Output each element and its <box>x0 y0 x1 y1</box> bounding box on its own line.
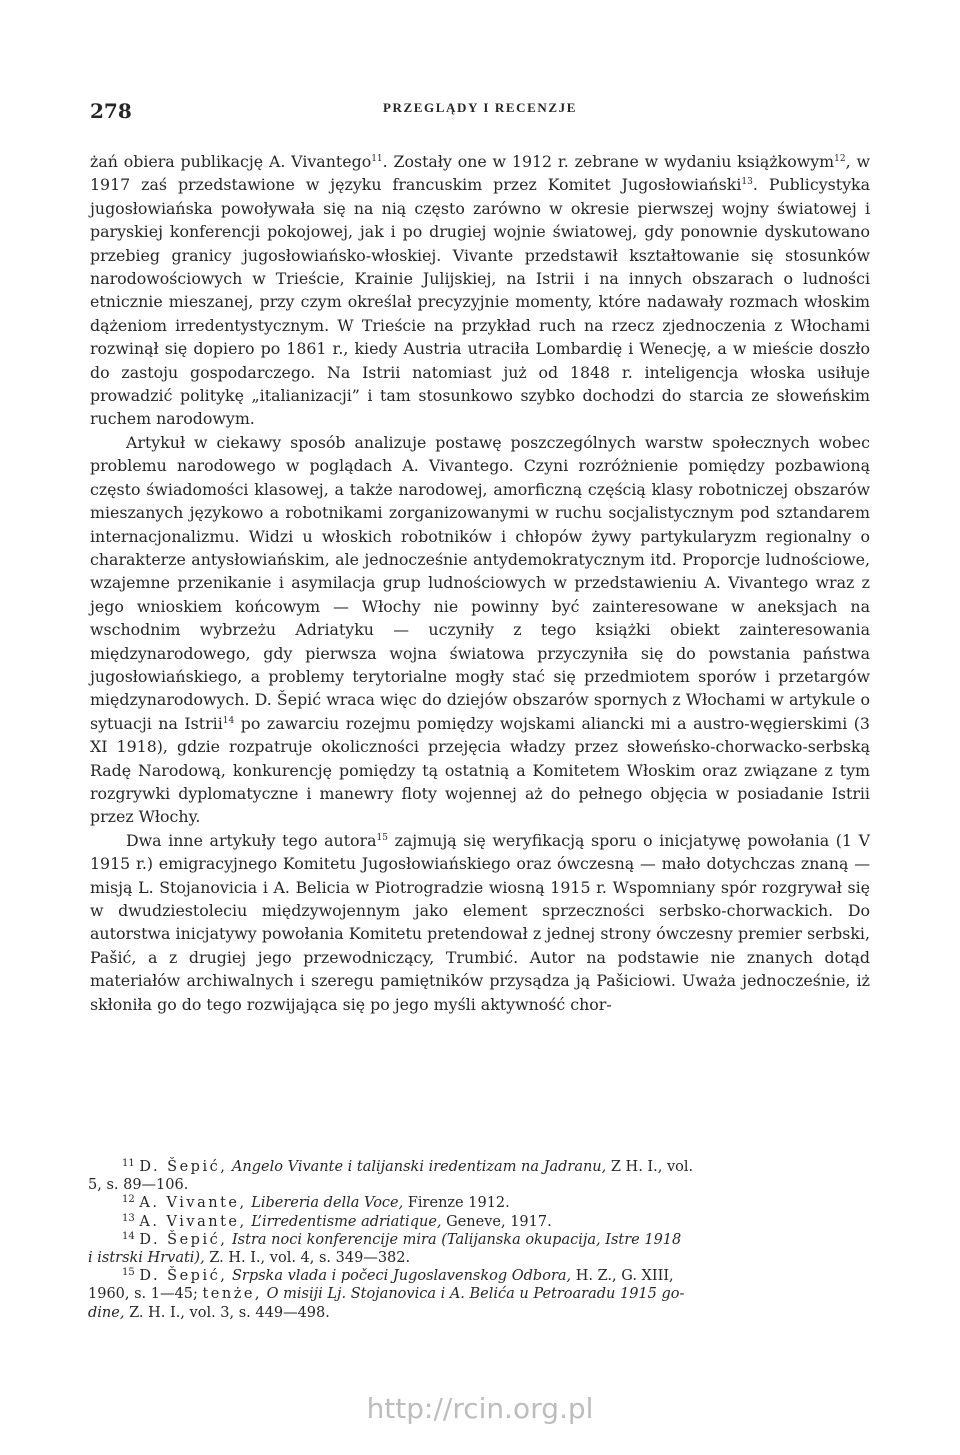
footnote-source: Z. H. I., vol. 3, s. 449—498. <box>129 1304 330 1321</box>
footnote-15 <box>88 1267 870 1322</box>
footnote-author: D. Šepić, <box>139 1268 228 1285</box>
footnote-author: A. Vivante, <box>139 1213 247 1230</box>
text-run: Dwa inne artykuły tego autora <box>126 830 377 850</box>
footnote-title: Angelo Vivante i talijanski iredentizam na Jadranu, <box>231 1159 607 1175</box>
paragraph-2 <box>90 431 870 829</box>
footnote-number: 15 <box>122 1267 135 1279</box>
footnote-number: 12 <box>122 1194 135 1206</box>
text-run: . Zostały one w 1912 r. zebrane w wydaniu książkowym <box>382 152 835 171</box>
footnote-12 <box>88 1194 870 1212</box>
footnote-title: dine, <box>88 1304 125 1321</box>
paragraph-1 <box>90 150 870 431</box>
footnote-ref-13[interactable]: 13 <box>741 177 753 188</box>
footnote-ref-11[interactable]: 11 <box>371 154 383 164</box>
footnote-title: Istra noci konferencije mira (Talijanska okupacija, Istre 1918 <box>231 1231 682 1248</box>
running-head: PRZEGLĄDY I RECENZJE <box>382 100 578 115</box>
footnote-title: i istrski Hrvati), <box>88 1250 205 1267</box>
footnote-number: 14 <box>122 1230 135 1242</box>
footnote-source: H. Z., G. XIII, <box>575 1268 674 1285</box>
footnote-11 <box>88 1158 870 1194</box>
footnote-continuation <box>88 1249 870 1267</box>
footnote-author: A. Vivante, <box>139 1195 247 1212</box>
footnote-ref-15[interactable]: 15 <box>376 832 388 843</box>
footnote-ref-12[interactable]: 12 <box>834 154 846 164</box>
page-number: 278 <box>90 99 132 123</box>
footnote-author: tenże, <box>202 1286 263 1303</box>
footnote-source: Z. H. I., vol. 4, s. 349—382. <box>209 1250 411 1267</box>
footnote-title: L’irredentisme adriatique, <box>251 1213 442 1230</box>
footnote-source: Z H. I., vol. <box>610 1159 694 1175</box>
footnote-source: 1960, s. 1—45; <box>88 1286 198 1303</box>
paragraph-3 <box>90 829 870 1016</box>
footnote-number: 13 <box>122 1212 135 1224</box>
footnote-source: 5, s. 89—106. <box>88 1177 189 1194</box>
footnote-source: Firenze 1912. <box>407 1195 510 1212</box>
watermark-url: http://rcin.org.pl <box>366 1392 594 1425</box>
footnote-title: Srpska vlada i počeci Jugoslavenskog Odbora, <box>231 1268 572 1285</box>
footnote-number: 11 <box>122 1158 135 1169</box>
footnote-author: D. Šepić, <box>139 1159 228 1175</box>
text-run: . Publicystyka jugosłowiańska powoływała się na nią często zarówno w okresie pierwszej wojny światowej i paryskiej konferencji pokojowej, jak i po drugiej wojnie światowej, gdy ponownie dyskutowano przebieg granicy jugosłowiańsko-włoskiej. Vivante przedstawił kształtowanie się stosunków narodowościowych w Trieście, Krainie Julijskiej, na Istrii i na innych obszarach o ludności etnicznie mieszanej, przy czym określał precyzyjnie momenty, które nadawały rozmach włoskim dążeniom irredentystycznym. W Trieście na przykład ruch na rzecz zjednoczenia z Włochami rozwinął się dopiero po 1861 r., kiedy Austria utraciła Lombardię i Wenecję, a w mieście doszło do zastoju gospodarczego. Na Istrii natomiast już od 1848 r. inteligencja włoska usiłuje prowadzić politykę „italianizacji” i tam stosunkowo szybko dochodzi do starcia ze słoweńskim ruchem narodowym. <box>90 175 871 429</box>
footnote-title: Libereria della Voce, <box>251 1195 404 1212</box>
footnote-continuation <box>88 1304 870 1322</box>
text-run: po zawarciu rozejmu pomiędzy wojskami aliancki mi a austro-węgierskimi (3 XI 1918), gdzie rozpatruje okoliczności przejęcia władzy przez słoweńsko-chorwacko-serbską Radę Narodową, konkurencję pomiędzy tą ostatnią a Komitetem Włoskim oraz związane z tym rozgrywki dyplomatyczne i manewry floty wojennej aż do pełnego objęcia w posiadanie Istrii przez Włochy. <box>90 713 870 827</box>
footnote-ref-14[interactable]: 14 <box>222 715 235 726</box>
text-run: , w 1917 zaś przedstawione w języku francuskim przez Komitet Jugosłowiański <box>90 152 870 195</box>
footnote-author: D. Šepić, <box>139 1231 228 1248</box>
text-run: żań obiera publikację A. Vivantego <box>90 152 372 171</box>
footnotes <box>88 1158 870 1322</box>
footnote-13 <box>88 1213 870 1231</box>
text-run: Artykuł w ciekawy sposób analizuje postawę poszczególnych warstw społecznych wobec problemu narodowego w poglądach A. Vivantego. Czyni rozróżnienie pomiędzy pozbawioną często świadomości klasowej, a także narodowej, amorficzną częścią klasy robotniczej obszarów mieszanych językowo a robotnikami zorganizowanymi w ruchu socjalistycznym pod sztandarem internacjonalizmu. Widzi u włoskich robotników i chłopów żywy partykularyzm regionalny o charakterze antysłowiańskim, ale jednocześnie antydemokratycznym itd. Proporcje ludnościowe, wzajemne przenikanie i asymilacja grup ludnościowych w przedstawieniu A. Vivantego wraz z jego wnioskiem końcowym — Włochy nie powinny być zainteresowane w aneksjach na wschodnim wybrzeżu Adriatyku — uczyniły z tego książki obiekt zainteresowania międzynarodowego, gdy pierwsza wojna światowa przyczyniła się do powstania państwa jugosłowiańskiego, a problemy terytorialne mogły stać się przedmiotem sporów i przetargów międzynarodowych. D. Šepić wraca więc do dziejów obszarów spornych z Włochami w artykule o sytuacji na Istrii <box>90 432 870 733</box>
footnote-source: Geneve, 1917. <box>446 1213 552 1230</box>
footnote-continuation <box>88 1285 870 1303</box>
footnote-14 <box>88 1231 870 1267</box>
text-run: zajmują się weryfikacją sporu o inicjatywę powołania (1 V 1915 r.) emigracyjnego Komitetu Jugosłowiańskiego oraz ówczesną — mało dotychczas znaną — misją L. Stojanovicia i A. Belicia w Piotrogradzie wiosną 1915 r. Wspomniany spór rozgrywał się w dwudziestoleciu międzywojennym jako element sprzeczności serbsko-chorwackich. Do autorstwa inicjatywy powołania Komitetu pretendował z jednej strony ówczesny premier serbski, Pašić, a z drugiej jego przewodniczący, Trumbić. Autor na podstawie nie znanych dotąd materiałów archiwalnych i szeregu pamiętników przysądza ją Pašiciowi. Uważa jednocześnie, iż skłoniła go do tego rozwijająca się po jego myśli aktywność chor- <box>90 830 870 1014</box>
article-body <box>90 150 870 1016</box>
footnote-title: O misiji Lj. Stojanovica i A. Belića u Petroaradu 1915 go- <box>266 1286 685 1303</box>
